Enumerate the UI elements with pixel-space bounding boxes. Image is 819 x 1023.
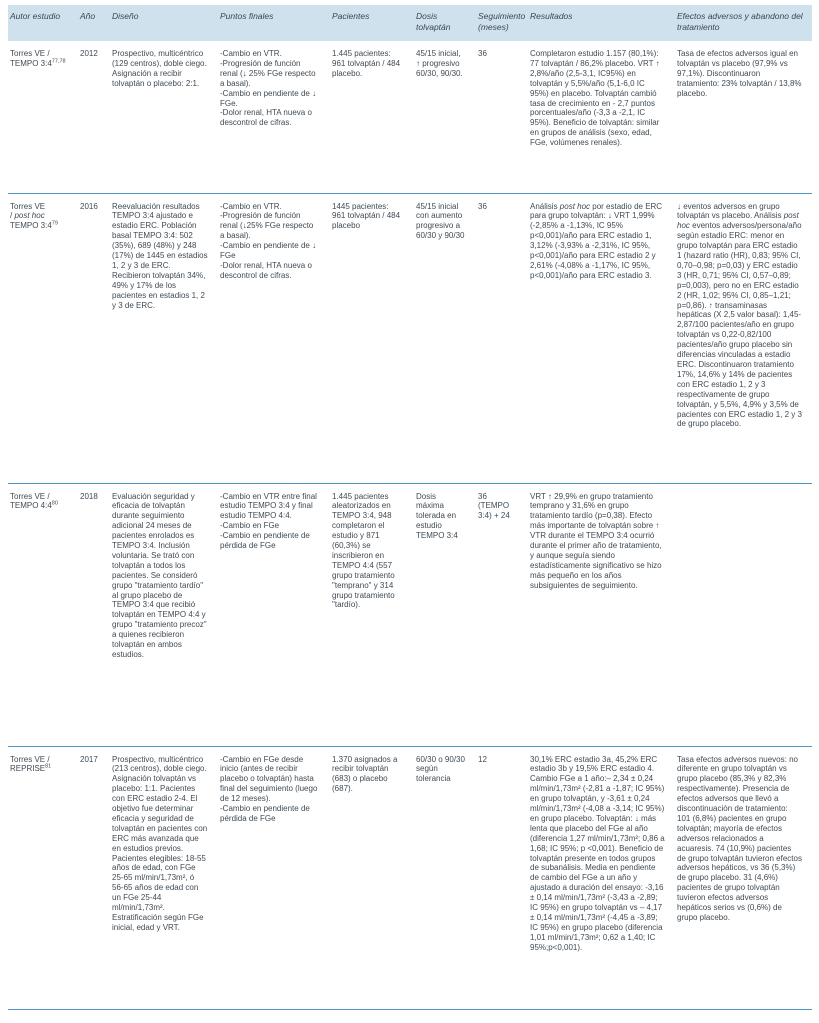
column-header-resultados: Resultados [528,5,675,41]
cell-dosis: 60/30 o 90/30 según tolerancia [414,746,476,1009]
cell-resultados: VRT ↑ 29,9% en grupo tratamiento temprano y 31,6% en grupo tratamiento tardío (p=0,38). Efecto más importante de tolvaptán sobre ↑ VTR durante el TEMPO 3:4 ocurrió durante el primer año de tratamiento, y aunque seguía siendo estadísticamente significativo se hizo más pequeño en los años subsiguientes de seguimiento. [528,483,675,746]
cell-autor: Torres VE / TEMPO 3:4$^{77,78}$ [8,41,78,193]
table-row [8,41,812,193]
cell-efectos [675,483,812,746]
reference-superscript: 79 [51,220,58,227]
cell-resultados: Análisis post hoc por estadio de ERC para grupo tolvaptán: ↓ VRT 1,99% (-2,85% a -1,13%, IC 95% p<0,001)/año para ERC estadio 1, 3,12% (-3,93% a -2,31%, IC 95%, p<0,001)/año para ERC estadio 2 y 2,61% (-4,08% a -1,17%, IC 95%, p<0,001)/año para ERC estadio 3. [528,193,675,483]
cell-pacientes: 1445 pacientes: 961 tolvaptán / 484 placebo [330,193,414,483]
cell-ano: 2017 [78,746,110,1009]
cell-seguimiento: 36 [476,41,528,193]
cell-dosis: Dosis máxima tolerada en estudio TEMPO 3:4 [414,483,476,746]
table-header-row [8,5,812,41]
cell-puntos: -Cambio en VTR entre final estudio TEMPO 3:4 y final estudio TEMPO 4:4. -Cambio en FGe -Cambio en pendiente de pérdida de FGe [218,483,330,746]
cell-pacientes: 1.445 pacientes aleatorizados en TEMPO 3:4, 948 completaron el estudio y 871 (60,3%) se inscribieron en TEMPO 4:4 (557 grupo tratamiento "temprano" y 314 grupo tratamiento "tardío). [330,483,414,746]
column-header-dosis: Dosis tolvaptán [414,5,476,41]
column-header-efectos-adversos: Efectos adversos y abandono del tratamiento [675,5,812,41]
cell-resultados: 30,1% ERC estadio 3a, 45,2% ERC estadio 3b y 19,5% ERC estadio 4. Cambio FGe a 1 año:– 2,34 ± 0,24 ml/min/1,73m² (-2,81 a -1,87; IC 95%) en grupo tolvaptán, y -3,61 ± 0,24 ml/min/1,73m² (-4,08 a -3,14; IC 95%) en grupo placebo. Tolvaptán: ↓ más lenta que placebo del FGe al año (diferencia 1,27 ml/min/1,73m²; 0,86 a 1,68; IC 95%; p <0,001). Beneficio de tolvaptán presente en todos grupos de subanálisis. Media en pendiente de cambio del FGe a un año y ajustado a duración del ensayo: -3,16 ± 0,14 ml/min/1,73m² (-3,43 a -2,89; IC 95%) en grupo tolvaptán vs – 4,17 ± 0,14 ml/min/1,73m² (-4,45 a -3,89; IC 95%) en grupo placebo (diferencia 1,01 ml/min/1,73m²; 0,62 a 1,40; IC 95%;p<0,001). [528,746,675,1009]
cell-efectos: Tasa de efectos adversos igual en tolvaptán vs placebo (97,9% vs 97,1%). Discontinuaron tratamiento: 23% tolvaptán / 13,8% placebo. [675,41,812,193]
reference-superscript: 81 [45,763,52,770]
cell-ano: 2012 [78,41,110,193]
column-header-diseno: Diseño [110,5,218,41]
study-table-body [8,41,812,1009]
cell-puntos: -Cambio en FGe desde inicio (antes de recibir placebo o tolvaptán) hasta final del seguimiento (luego de 12 meses). -Cambio en pendiente de pérdida de FGe [218,746,330,1009]
cell-autor: Torres VE / TEMPO $4:4^{80}$ [8,483,78,746]
table-row [8,746,812,1009]
cell-autor: Torres VE / REPRISE$^{81}$ [8,746,78,1009]
cell-diseno: Reevaluación resultados TEMPO 3:4 ajustado e estadio ERC. Población basal TEMPO 3:4: 502 (35%), 689 (48%) y 248 (17%) de 1445 en estadios 1, 2 y 3 de ERC. Recibieron tolvaptán 34%, 49% y 17% de los pacientes en estadios 1, 2 y 3 de ERC. [110,193,218,483]
cell-resultados: Completaron estudio 1.157 (80,1%): 77 tolvaptán / 86,2% placebo. VRT ↑ 2,8%/año (2,5-3,1, IC95%) en tolvaptán y 5,5%/año (5,1-6,0 IC 95%) en placebo. Tolvaptán cambió tasa de crecimiento en - 2,7 puntos porcentuales/año (-3,3 a -2,1, IC 95%). Beneficio de tolvaptán: similar en grupos de análisis (sexo, edad, FGe, volúmenes renales). [528,41,675,193]
cell-ano: 2018 [78,483,110,746]
cell-pacientes: 1.445 pacientes: 961 tolvaptán / 484 placebo. [330,41,414,193]
column-header-seguimiento: Seguimiento (meses) [476,5,528,41]
column-header-autor: Autor estudio [8,5,78,41]
cell-autor: Torres VE / post hoc TEMPO $3:4^{79}$ [8,193,78,483]
cell-dosis: 45/15 inicial con aumento progresivo a 60/30 y 90/30 [414,193,476,483]
cell-efectos: Tasa efectos adversos nuevos: no diferente en grupo tolvaptán vs grupo placebo (85,3% y 82,3% respectivamente). Presencia de efectos adversos que llevó a discontinuación de tratamiento: 101 (6,8%) pacientes en grupo tolvaptán; mayoría de efectos adversos relacionados a acuaresis. 74 (10,9%) pacientes de grupo tolvaptán tuvieron efectos adversos hepáticos, vs 36 (5,3%) de grupo placebo. 31 (4,6%) pacientes de grupo tolvaptán tuvieron efectos adversos hepáticos serios vs (0,6%) de grupo placebo. [675,746,812,1009]
cell-puntos: -Cambio en VTR. -Progresión de función renal (↓ 25% FGe respecto a basal). -Cambio en pendiente de ↓ FGe. -Dolor renal, HTA nueva o descontrol de cifras. [218,41,330,193]
reference-superscript: 80 [51,500,58,507]
cell-seguimiento: 36 (TEMPO 3:4) + 24 [476,483,528,746]
column-header-puntos-finales: Puntos finales [218,5,330,41]
cell-diseno: Evaluación seguridad y eficacia de tolvaptán durante seguimiento adicional 24 meses de pacientes enrolados es TEMPO 3:4. Inclusión voluntaria. Se trató con tolvaptán a todos los pacientes. Se consideró grupo "tratamiento tardío" al grupo placebo de TEMPO 3:4 que recibió tolvaptán en TEMPO 4:4 y grupo "tratamiento precoz" a quienes recibieron tolvaptán en ambos estudios. [110,483,218,746]
reference-superscript: 77,78 [51,58,66,65]
cell-seguimiento: 12 [476,746,528,1009]
column-header-pacientes: Pacientes [330,5,414,41]
cell-dosis: 45/15 inicial, ↑ progresivo 60/30, 90/30. [414,41,476,193]
study-comparison-table [8,5,812,1010]
cell-diseno: Prospectivo, multicéntrico (213 centros), doble ciego. Asignación tolvaptán vs placebo: 1:1. Pacientes con ERC estadio 2-4. El objetivo fue determinar eficacia y seguridad de tolvaptán en pacientes con ERC más avanzada que en estudios previos. Pacientes elegibles: 18-55 años de edad, con FGe 25-65 ml/min/1,73m², ó 56-65 años de edad con un FGe 25-44 ml/min/1,73m². Estratificación según FGe inicial, edad y VRT. [110,746,218,1009]
table-header [8,5,812,41]
cell-seguimiento: 36 [476,193,528,483]
cell-pacientes: 1.370 asignados a recibir tolvaptán (683) o placebo (687). [330,746,414,1009]
cell-puntos: -Cambio en VTR. -Progresión de función renal (↓25% FGe respecto a basal). -Cambio en pendiente de ↓ FGe -Dolor renal, HTA nueva o descontrol de cifras. [218,193,330,483]
table-row [8,483,812,746]
table-row [8,193,812,483]
column-header-ano: Año [78,5,110,41]
cell-ano: 2016 [78,193,110,483]
cell-efectos: ↓ eventos adversos en grupo tolvaptán vs placebo. Análisis post hoc eventos adversos/persona/año según estadio ERC: menor en grupo tolvaptán para ERC estadio 1 (hazard ratio (HR), 0,83; 95% CI, 0,70–0,98; p=0,03) y ERC estadio 3 (HR, 0,71; 95% CI, 0,57–0,89; p=0,003), pero no en ERC estadio 2 (HR, 1,02; 95% CI, 0,85–1,21; p=0,86). ↑ transaminasas hepáticas (X 2,5 valor basal): 1,45- 2,87/100 pacientes/año en grupo tolvaptán vs 0,22-0,82/100 pacientes/año grupo placebo sin diferencias vinculadas a estadio ERC. Discontinuaron tratamiento 17%, 14,6% y 14% de pacientes con ERC estadio 1, 2 y 3 respectivamente de grupo tolvaptán, y 5,5%, 4,9% y 3,5% de pacientes con ERC estadio 1, 2 y 3 de grupo placebo. [675,193,812,483]
cell-diseno: Prospectivo, multicéntrico (129 centros), doble ciego. Asignación a recibir tolvaptán o placebo: 2:1. [110,41,218,193]
